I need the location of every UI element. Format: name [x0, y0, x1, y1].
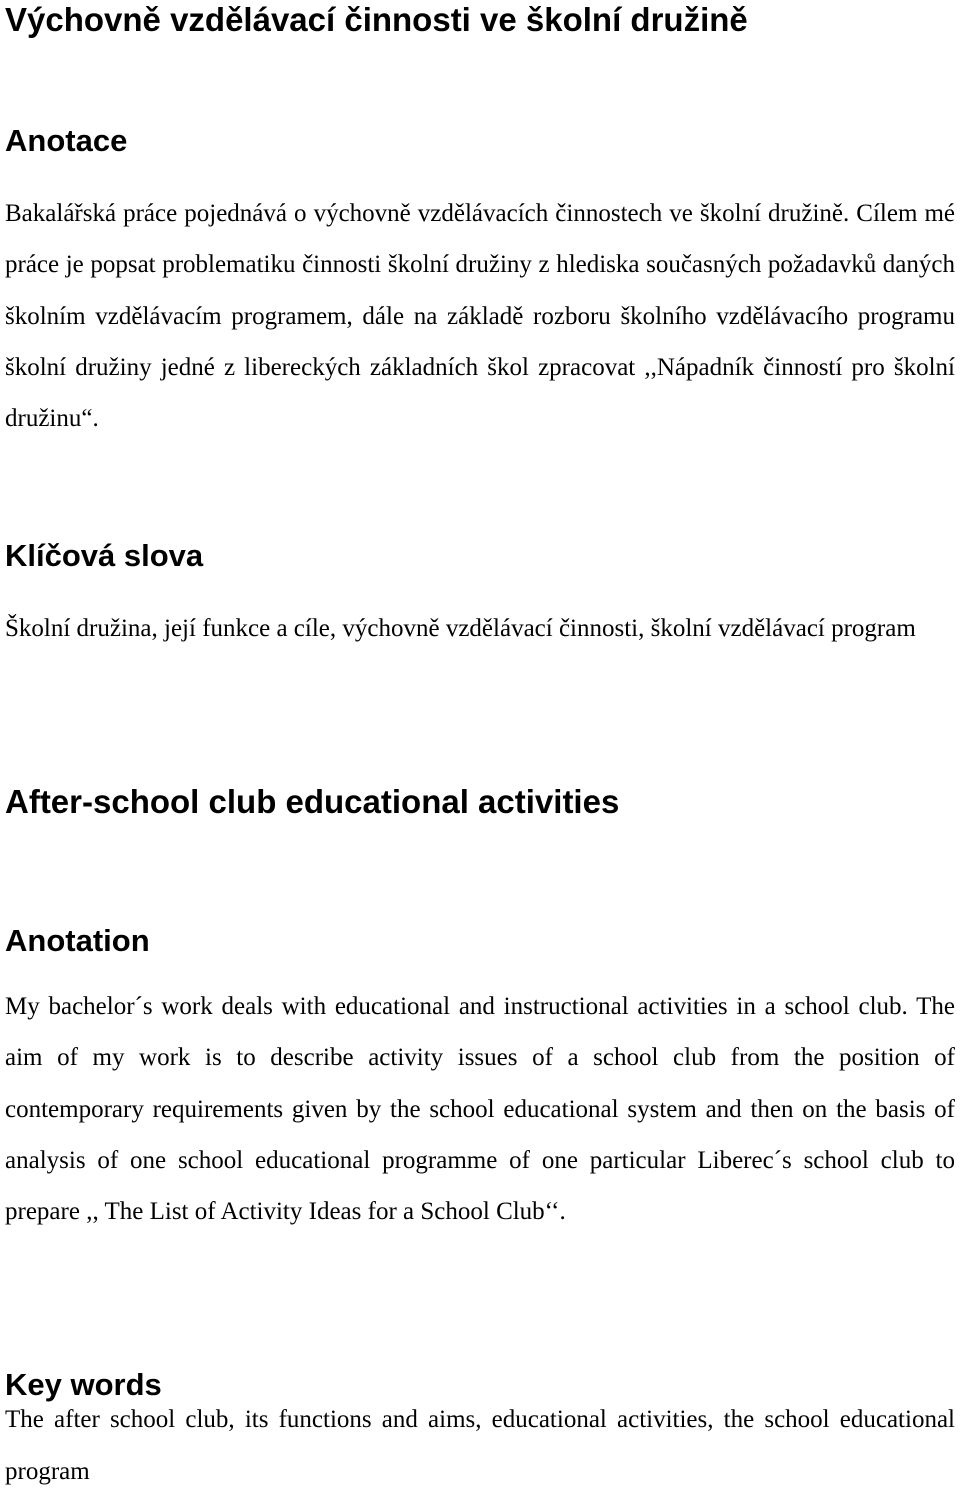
czech-abstract-text: Bakalářská práce pojednává o výchovně vzdělávacích činnostech ve školní družině. Cílem mé práce je popsat problematiku činnosti školní družiny z hlediska současných požadavků daných školním vzdělávacím programem, dále na základě rozboru školního vzdělávacího programu školní družiny jedné z libereckých základních škol zpracovat ,,Nápadník činností pro školní družinu“. — [5, 200, 955, 433]
english-keywords-text: The after school club, its functions and aims, educational activities, the school educational program — [5, 1406, 955, 1485]
english-abstract-text: My bachelor´s work deals with educational and instructional activities in a school club. The aim of my work is to describe activity issues of a school club from the position of contemporary requirements given by the school educational system and then on the basis of analysis of one school educational programme of one particular Liberec´s school club to prepare ,, The List of Activity Ideas for a School Club‘‘. — [5, 993, 955, 1226]
english-keywords-heading: Key words — [5, 1367, 162, 1402]
english-title: After-school club educational activities — [5, 783, 620, 820]
czech-keywords-heading: Klíčová slova — [5, 538, 204, 573]
english-abstract-heading: Anotation — [5, 923, 150, 958]
czech-keywords-text: Školní družina, její funkce a cíle, výchovně vzdělávací činnosti, školní vzdělávací program — [5, 615, 916, 642]
czech-abstract-heading: Anotace — [5, 123, 128, 158]
czech-title: Výchovně vzdělávací činnosti ve školní družině — [5, 1, 748, 38]
